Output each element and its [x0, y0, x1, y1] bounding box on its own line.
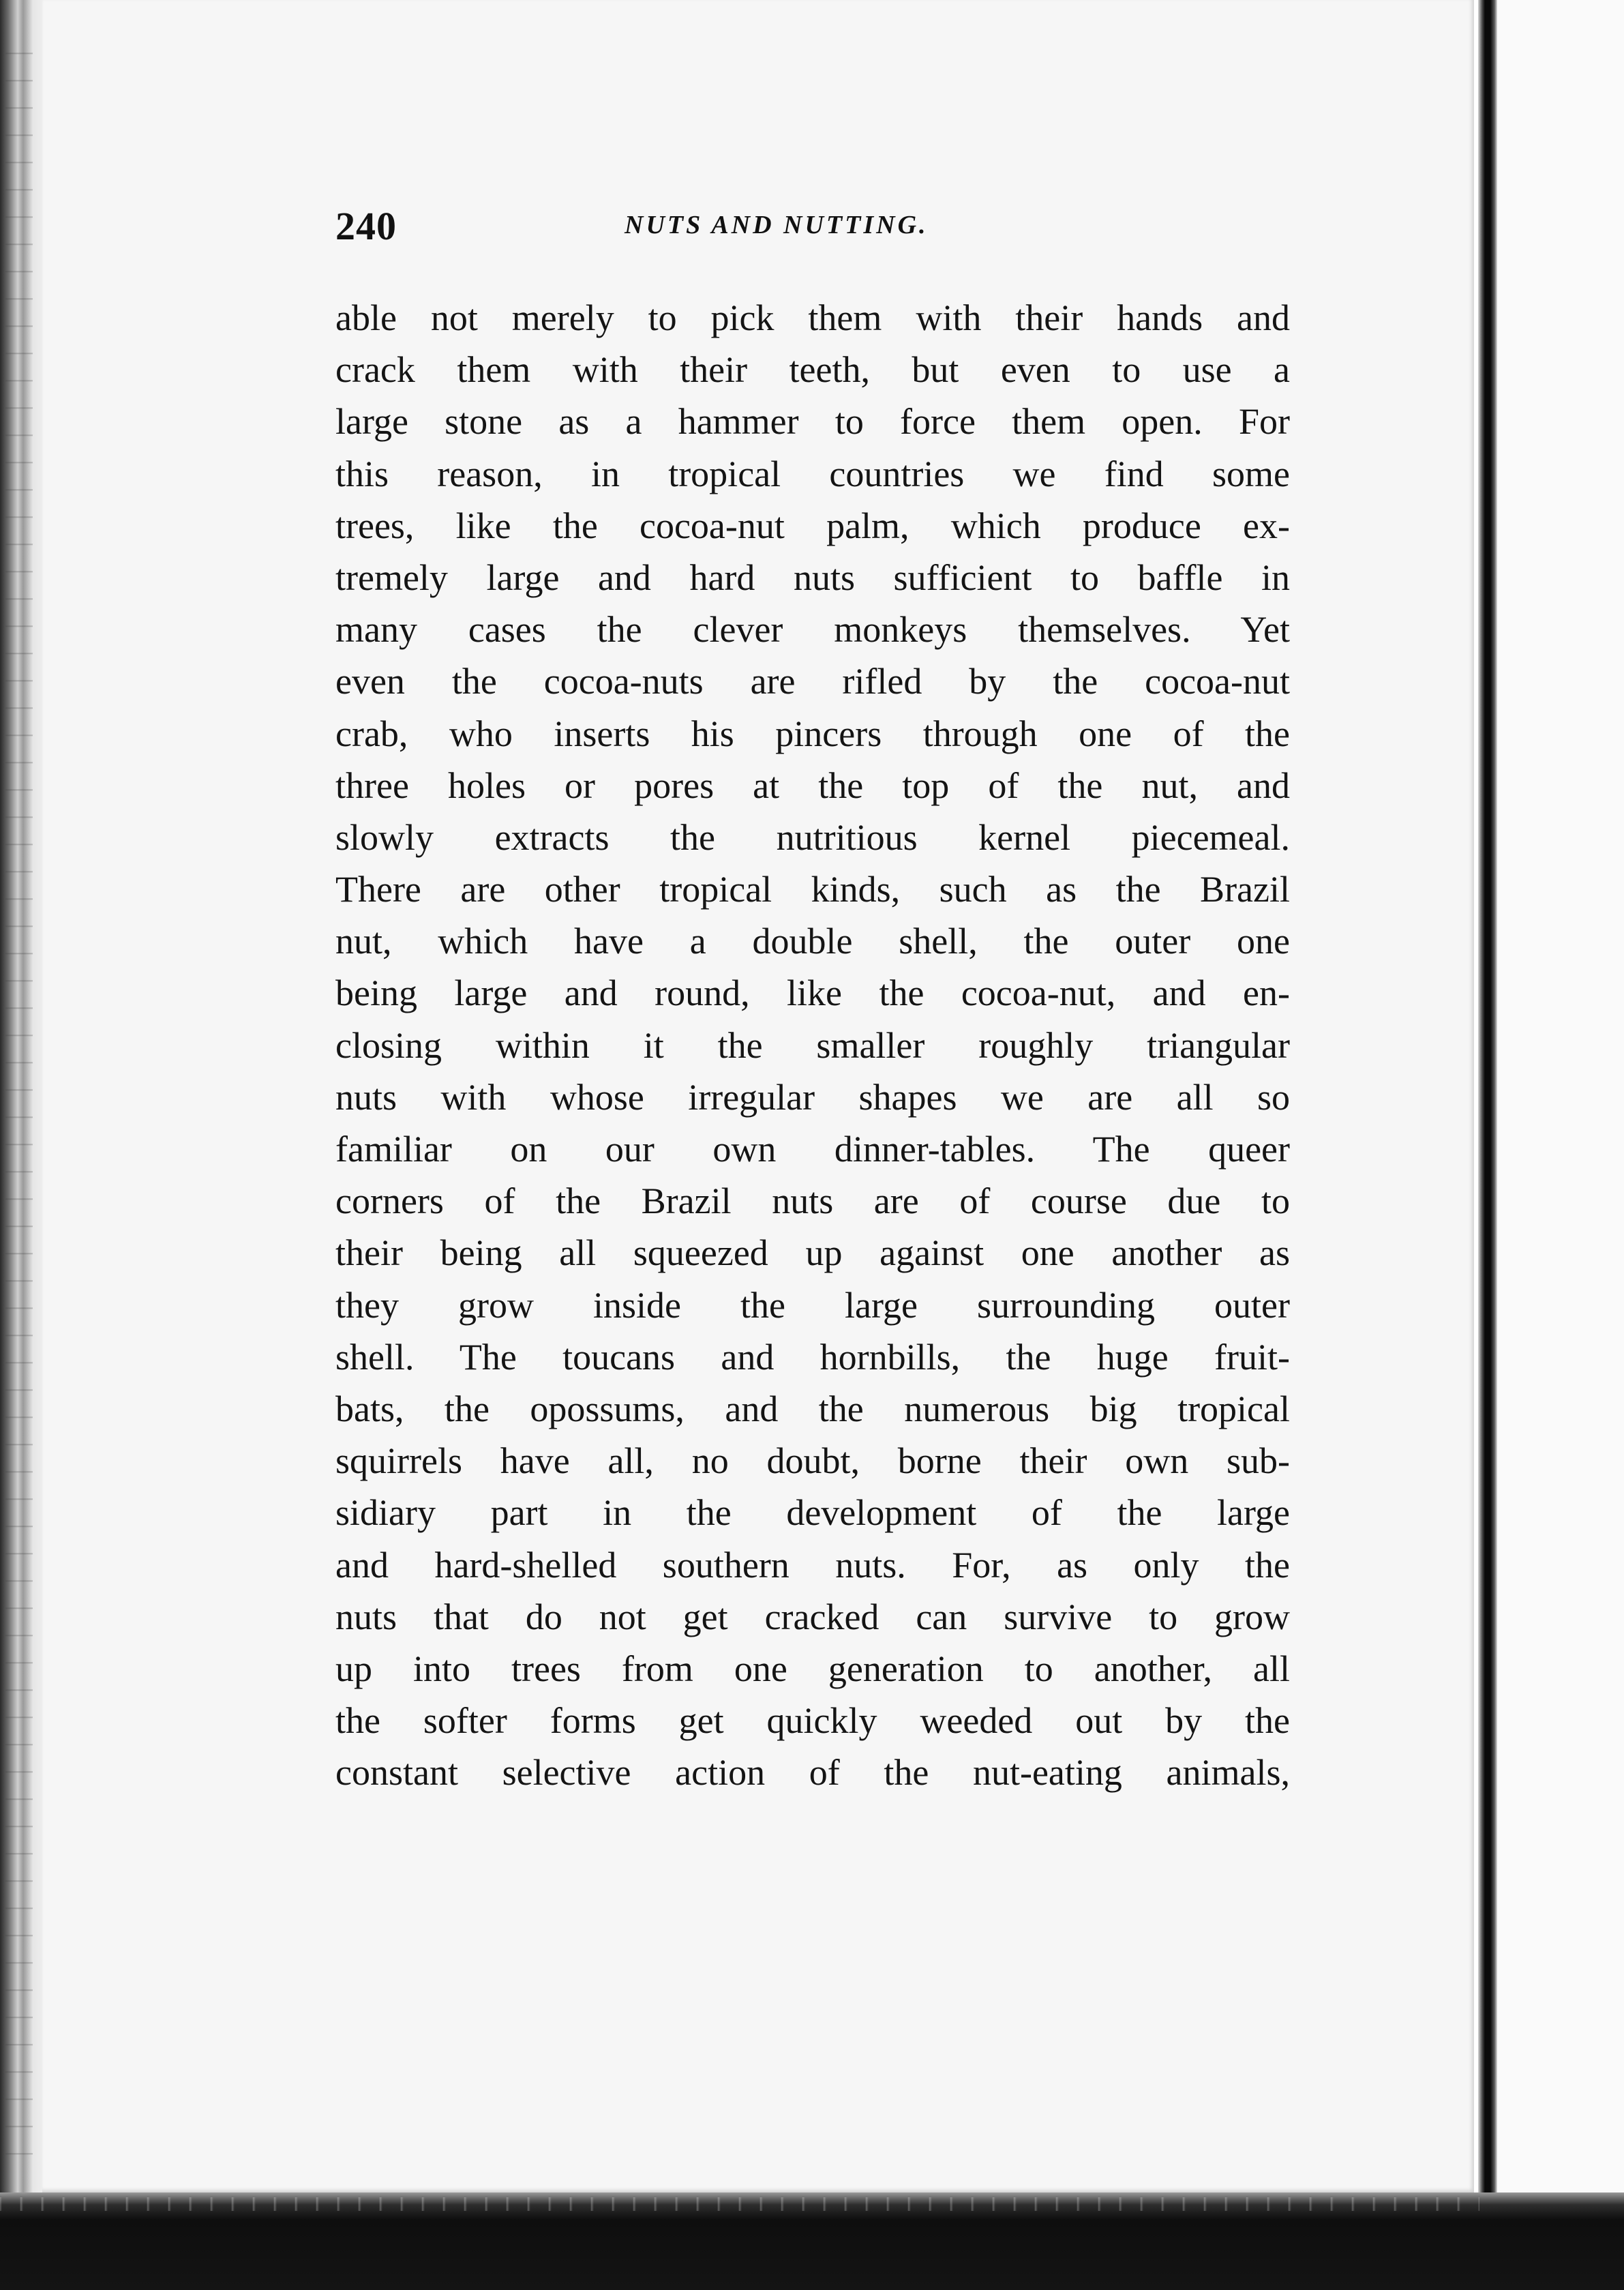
text-line: and hard-shelled southern nuts. For, as only the [335, 1544, 1290, 1586]
running-title: NUTS AND NUTTING. [625, 211, 929, 239]
text-line: slowly extracts the nutritious kernel piecemeal. [335, 816, 1290, 858]
text-line: even the cocoa-nuts are rifled by the cocoa-nut [335, 661, 1290, 702]
text-line: being large and round, like the cocoa-nut, and en- [335, 972, 1290, 1014]
text-line: they grow inside the large surrounding outer [335, 1284, 1290, 1326]
text-line: crab, who inserts his pincers through one of the [335, 713, 1290, 754]
text-line: sidiary part in the development of the large [335, 1492, 1290, 1534]
text-line: nuts that do not get cracked can survive to grow [335, 1596, 1290, 1637]
facing-page-strip [1497, 0, 1624, 2290]
text-line: trees, like the cocoa-nut palm, which produce ex- [335, 505, 1290, 546]
bottom-edge-speckle [0, 2197, 1479, 2211]
page-number: 240 [335, 204, 397, 248]
running-head [335, 203, 1290, 251]
stacked-page-edges [5, 27, 33, 2155]
text-line: large stone as a hammer to force them open. For [335, 401, 1290, 443]
text-line: squirrels have all, no doubt, borne their own sub- [335, 1440, 1290, 1482]
text-line: nut, which have a double shell, the outer one [335, 921, 1290, 962]
text-line: three holes or pores at the top of the nut, and [335, 764, 1290, 806]
text-line: able not merely to pick them with their hands and [335, 297, 1290, 338]
body-text [335, 292, 1290, 1798]
right-binding-shadow [1478, 0, 1497, 2290]
text-line: constant selective action of the nut-eating animals, [335, 1752, 1290, 1794]
text-line: this reason, in tropical countries we find some [335, 453, 1290, 494]
text-line: shell. The toucans and hornbills, the huge fruit- [335, 1336, 1290, 1378]
text-line: up into trees from one generation to another, all [335, 1648, 1290, 1689]
text-line: many cases the clever monkeys themselves. Yet [335, 609, 1290, 651]
text-line: closing within it the smaller roughly triangular [335, 1024, 1290, 1066]
text-line: tremely large and hard nuts sufficient to baffle in [335, 556, 1290, 598]
text-line: crack them with their teeth, but even to use a [335, 349, 1290, 391]
text-line: There are other tropical kinds, such as the Brazil [335, 869, 1290, 910]
text-line: corners of the Brazil nuts are of course due to [335, 1180, 1290, 1222]
text-line: bats, the opossums, and the numerous big tropical [335, 1388, 1290, 1429]
text-line: the softer forms get quickly weeded out by the [335, 1700, 1290, 1742]
text-line: familiar on our own dinner-tables. The queer [335, 1129, 1290, 1170]
text-line: nuts with whose irregular shapes we are all so [335, 1076, 1290, 1118]
text-line: their being all squeezed up against one another as [335, 1232, 1290, 1274]
